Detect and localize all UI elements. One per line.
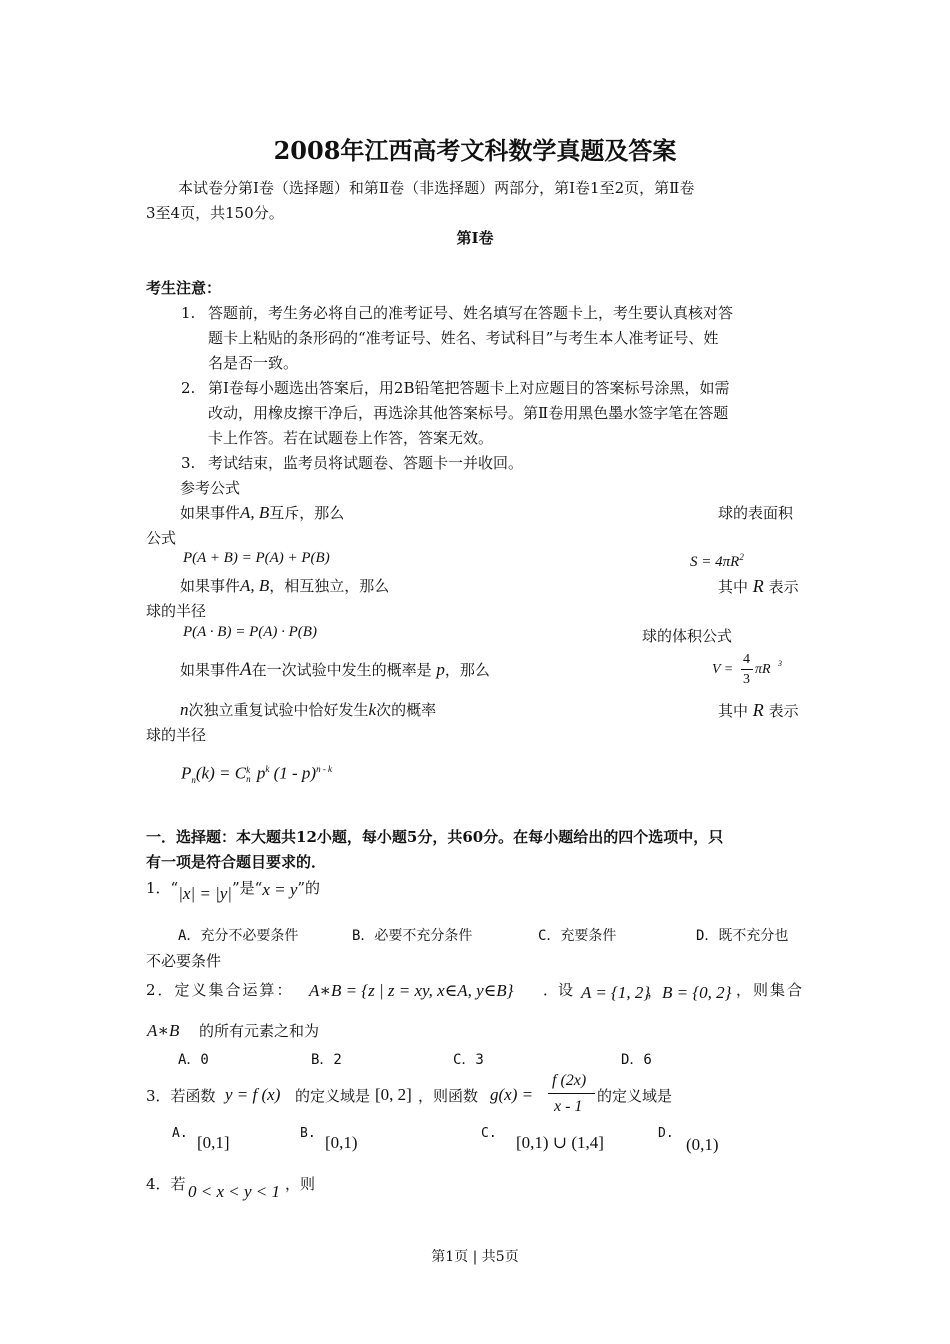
- q3-g-lhs: g(x) =: [490, 1085, 534, 1104]
- radius-note-2: [718, 700, 799, 721]
- notice-heading: 考生注意：: [146, 279, 222, 297]
- notice-1-line-3: 名是否一致。: [208, 354, 299, 372]
- q2-option-d: D．6: [621, 1052, 652, 1068]
- indep-post: ，相互独立，那么: [269, 577, 390, 595]
- prob-p: p: [436, 660, 445, 679]
- q1-option-d: D．既不充分也: [696, 928, 789, 944]
- radius-var: R: [752, 576, 764, 596]
- q2-option-a: A．0: [178, 1052, 209, 1068]
- sphere-volume-label: 球的体积公式: [642, 627, 733, 645]
- q2-option-c: C．3: [453, 1052, 484, 1068]
- q2-option-b: B．2: [311, 1052, 342, 1068]
- section1-line-2: 有一项是符合题目要求的．: [146, 853, 327, 871]
- notice-2-line-1: 第Ⅰ卷每小题选出答案后，用2B铅笔把答题卡上对应题目的答案标号涂黑，如需: [208, 379, 730, 397]
- q4-text2: ，则: [285, 1175, 316, 1193]
- q3-option-a-value: [0,1]: [197, 1133, 230, 1152]
- bf-Cn: n: [246, 773, 251, 784]
- q3-numerator: f (2x): [552, 1072, 587, 1089]
- notice-3-line-1: 考试结束，监考员将试题卷、答题卡一并收回。: [208, 454, 524, 472]
- mutex-pre: 如果事件: [180, 504, 241, 522]
- vol-fraction-bar: [741, 669, 753, 670]
- radius2-post: 表示: [768, 702, 799, 720]
- q3-number: 3．: [146, 1087, 171, 1105]
- q3-option-c-label: C.: [481, 1126, 497, 1141]
- mutex-vars: A, B: [240, 503, 270, 522]
- q1-expr2: x = y: [262, 880, 298, 899]
- radius-wrap-2: 球的半径: [146, 726, 207, 744]
- bf-pk: k: [265, 764, 270, 774]
- q3-option-b-label: B.: [300, 1126, 316, 1141]
- notice-1-line-2: 题卡上粘贴的条形码的“准考证号、姓名、考试科目”与考生本人准考证号、姓: [208, 329, 719, 347]
- q3-domain: [0, 2]: [375, 1085, 412, 1104]
- bf-exp: n - k: [316, 764, 333, 774]
- q3-function: y = f (x): [225, 1085, 281, 1104]
- vol-numerator: 4: [743, 652, 750, 667]
- q1-option-b: B．必要不充分条件: [352, 928, 473, 944]
- q1-number: 1．: [146, 879, 171, 897]
- notice-3-num: 3.: [181, 454, 196, 472]
- q4-expr: 0 < x < y < 1: [188, 1182, 281, 1201]
- q1-end: ”的: [297, 879, 321, 897]
- sphere-area-wrap: 公式: [146, 529, 177, 547]
- q1-quote-open: “: [170, 879, 179, 897]
- q1-option-d-wrap: 不必要条件: [146, 952, 222, 970]
- binom-n: n: [180, 700, 189, 719]
- radius-wrap-1: 球的半径: [146, 602, 207, 620]
- binom-post: 次的概率: [376, 701, 437, 719]
- radius-note-1: [718, 576, 799, 597]
- binom-k: k: [368, 700, 377, 719]
- prob-post: ，那么: [444, 661, 490, 679]
- bf-p: p: [252, 763, 266, 783]
- radius2-pre: 其中: [718, 702, 749, 720]
- vol-denominator: 3: [743, 672, 750, 687]
- part-heading: 第Ⅰ卷: [456, 229, 494, 247]
- radius-post: 表示: [768, 578, 799, 596]
- question-3: [146, 1086, 216, 1106]
- q3-option-d-value: (0,1): [686, 1135, 719, 1154]
- question-1: [146, 878, 321, 903]
- q3-option-d-label: D.: [658, 1126, 674, 1141]
- question-4: [146, 1174, 186, 1194]
- q1-option-a: A．充分不必要条件: [178, 928, 299, 944]
- intro-line-2: 3至4页，共150分。: [146, 204, 284, 222]
- q4-number: 4．: [146, 1175, 171, 1193]
- radius-pre: 其中: [718, 578, 749, 596]
- q2-text3: ，则集合: [736, 981, 805, 999]
- bf-Ck: k: [246, 764, 251, 775]
- radius2-var: R: [752, 700, 764, 720]
- q3-text2: 的定义域是: [295, 1087, 371, 1105]
- notice-2-line-3: 卡上作答。若在试题卷上作答，答案无效。: [208, 429, 494, 447]
- reference-formulas-heading: 参考公式: [180, 479, 241, 497]
- bf-n: n: [191, 775, 196, 786]
- sphere-area-expr: S = 4πR: [690, 554, 740, 570]
- indep-vars: A, B: [240, 576, 270, 595]
- q3-option-a-label: A.: [172, 1126, 188, 1141]
- sphere-area-formula: [690, 552, 744, 571]
- vol-rhs: πR: [755, 662, 771, 677]
- page-footer: 第1页 | 共5页: [431, 1249, 519, 1265]
- vol-exponent: 3: [778, 659, 782, 668]
- q2-set-b: B = {0, 2}: [662, 983, 732, 1002]
- q4-text1: 若: [170, 1175, 186, 1193]
- q2-text1: 定义集合运算：: [174, 981, 294, 999]
- multiplication-rule: P(A · B) = P(A) · P(B): [183, 624, 317, 640]
- binomial-text: [180, 700, 436, 720]
- q3-fraction-bar: [548, 1093, 595, 1094]
- notice-2-num: 2.: [181, 379, 196, 397]
- mutex-text: [180, 503, 344, 523]
- q2-text4: 的所有元素之和为: [199, 1022, 320, 1040]
- prob-var: A: [240, 659, 252, 680]
- q2-definition: A∗B = {z | z = xy, x∈A, y∈B}: [309, 981, 514, 1000]
- prob-mid: 在一次试验中发生的概率是: [251, 661, 432, 679]
- q3-text4: 的定义域是: [597, 1087, 673, 1105]
- section1-line-1: 一．选择题：本大题共12小题，每小题5分，共60分。在每小题给出的四个选项中，只: [146, 828, 724, 846]
- question-2-line-1: [146, 980, 294, 1000]
- page-title: 2008年江西高考文科数学真题及答案: [273, 136, 677, 165]
- probability-text: [180, 660, 490, 680]
- indep-pre: 如果事件: [180, 577, 241, 595]
- vol-lhs: V =: [712, 662, 734, 677]
- q2-text2: ．设: [543, 981, 574, 999]
- notice-1-num: 1.: [181, 304, 196, 322]
- notice-2-line-2: 改动，用橡皮擦干净后，再选涂其他答案标号。第Ⅱ卷用黑色墨水签字笔在答题: [208, 404, 729, 422]
- q1-expr1: |x| = |y|: [178, 884, 232, 903]
- addition-rule: P(A + B) = P(A) + P(B): [183, 550, 330, 566]
- binom-mid: 次独立重复试验中恰好发生: [188, 701, 369, 719]
- q1-option-c: C．充要条件: [538, 928, 617, 944]
- mutex-post: 互斥，那么: [269, 504, 345, 522]
- q3-option-b-value: [0,1): [325, 1133, 358, 1152]
- independent-text: [180, 576, 389, 596]
- q1-middle: ”是“: [231, 879, 263, 897]
- bf-P: P: [181, 763, 192, 783]
- bf-mid: (k) = C: [195, 763, 247, 783]
- q2-set-a: A = {1, 2}: [581, 983, 651, 1002]
- q2-expr: A∗B: [147, 1021, 180, 1040]
- binomial-formula: [181, 758, 332, 791]
- q3-text1: 若函数: [170, 1087, 216, 1105]
- q3-denominator: x - 1: [554, 1098, 583, 1115]
- sphere-area-label: 球的表面积: [718, 504, 794, 522]
- prob-pre: 如果事件: [180, 661, 241, 679]
- q3-option-c-value: [0,1) ∪ (1,4]: [516, 1133, 604, 1152]
- q2-comma: ，: [647, 982, 663, 1000]
- bf-tail: (1 - p): [269, 763, 317, 783]
- bf-C-indices: [246, 766, 251, 784]
- notice-1-line-1: 答题前，考生务必将自己的准考证号、姓名填写在答题卡上，考生要认真核对答: [208, 304, 734, 322]
- intro-line-1: 本试卷分第Ⅰ卷（选择题）和第Ⅱ卷（非选择题）两部分，第Ⅰ卷1至2页，第Ⅱ卷: [178, 179, 695, 197]
- sphere-area-exponent: 2: [739, 552, 744, 562]
- q2-number: 2．: [146, 981, 175, 999]
- q3-text3: ，则函数: [418, 1087, 479, 1105]
